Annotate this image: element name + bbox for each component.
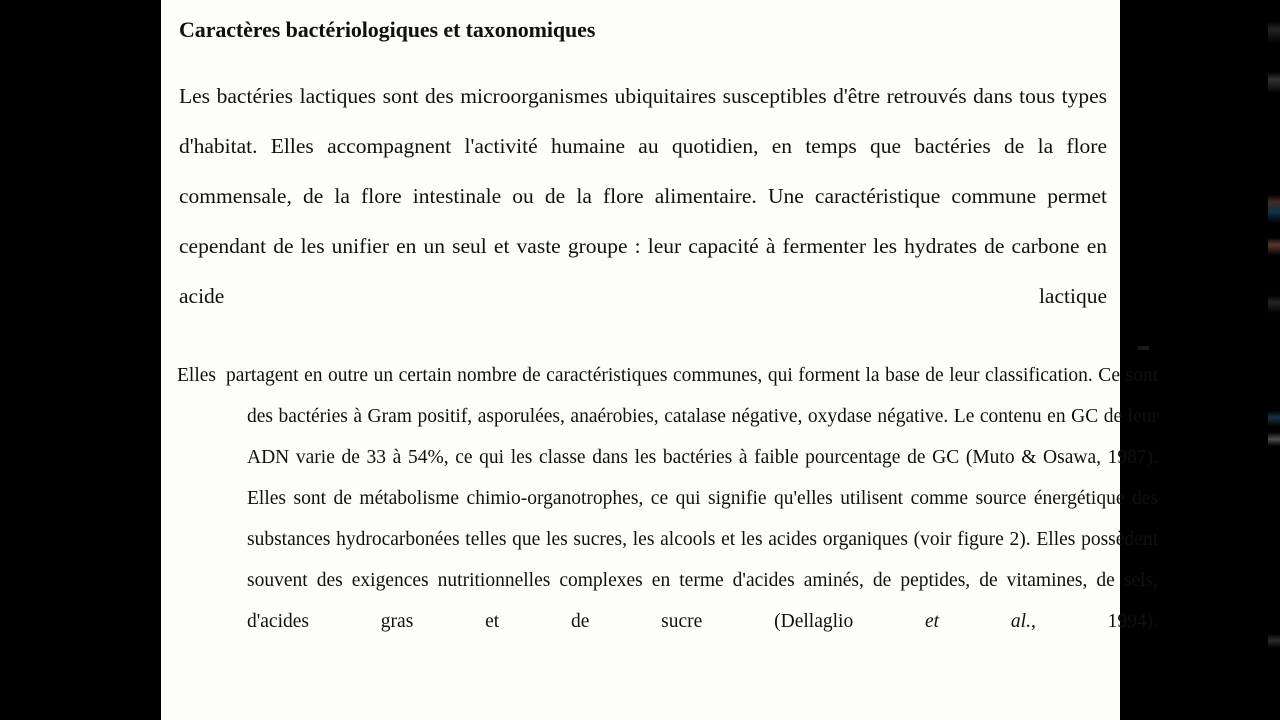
page-content [161, 0, 1159, 720]
paragraph-characteristics [177, 355, 1158, 683]
paragraph-lead-word: Elles [177, 365, 216, 386]
compression-noise-strip [1268, 0, 1280, 720]
document-page [161, 0, 1159, 720]
paragraph-intro: Les bactéries lactiques sont des microorganismes ubiquitaires susceptibles d'être retrouvés dans tous types d'habitat. Elles accompagnent l'activité humaine au quotidien, en temps que bactéries de la flore commensale, de la flore intestinale ou de la flore alimentaire. Une caractéristique commune permet cependant de les unifier en un seul et vaste groupe : leur capacité à fermenter les hydrates de carbone en acide lactique [179, 84, 1107, 308]
scan-artifact-dash [1138, 346, 1149, 350]
citation-et-al: et al. [925, 611, 1031, 632]
section-heading: Caractères bactériologiques et taxonomiques [179, 17, 596, 42]
paragraph-body-text: partagent en outre un certain nombre de caractéristiques communes, qui forment la base de leur classification. Ce sont des bactéries à Gram positif, asporulées, anaérobies, catalase négative, oxydase négative. Le contenu en GC de leur ADN varie de 33 à 54%, ce qui les classe dans les bactéries à faible pourcentage de GC (Muto & Osawa, 1987). Elles sont de métabolisme chimio-organotrophes, ce qui signifie qu'elles utilisent comme source énergétique des substances hydrocarbonées telles que les sucres, les alcools et les acides organiques (voir figure 2). Elles possèdent souvent des exigences nutritionnelles complexes en terme d'acides aminés, de peptides, de vitamines, de sels, d'acides gras et de sucre (Dellaglio [226, 365, 1158, 632]
letterbox-left [0, 0, 161, 720]
citation-year: , 1994). [1030, 611, 1159, 632]
